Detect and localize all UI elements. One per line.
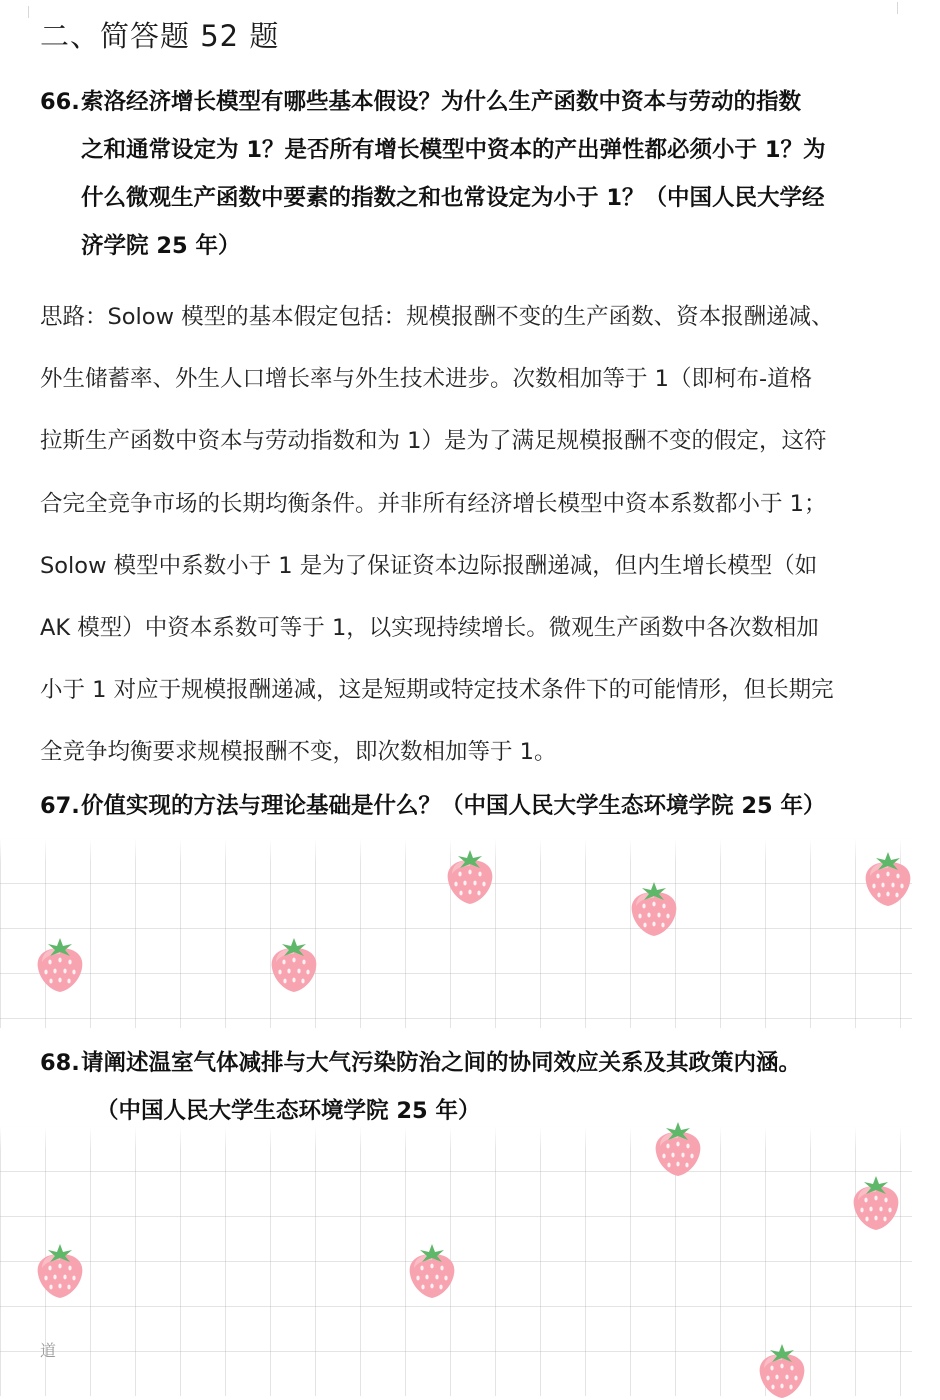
answer-text-line: 思路：Solow 模型的基本假定包括：规模报酬不变的生产函数、资本报酬递减、 [40, 304, 834, 330]
question-number: 67. [40, 793, 80, 819]
strawberry-icon [34, 934, 86, 994]
answer-text-line: 合完全竞争市场的长期均衡条件。并非所有经济增长模型中资本系数都小于 1； [40, 490, 827, 517]
strawberry-icon [406, 1240, 458, 1300]
question-text-line: 济学院 25 年） [81, 233, 241, 259]
strawberry-icon [862, 848, 914, 908]
question-text-line: 索洛经济增长模型有哪些基本假设？为什么生产函数中资本与劳动的指数 [81, 89, 802, 115]
question-66 [40, 84, 880, 276]
strawberry-icon [652, 1118, 704, 1178]
answer-text-line: 全竞争均衡要求规模报酬不变，即次数相加等于 1。 [40, 739, 557, 766]
answer-66 [40, 286, 885, 784]
answer-text-line: Solow 模型中系数小于 1 是为了保证资本边际报酬递减，但内生增长模型（如 [40, 552, 818, 579]
question-number: 66. [40, 89, 80, 115]
strawberry-icon [756, 1340, 808, 1400]
corner-crop-mark [897, 2, 910, 14]
strawberry-icon [628, 878, 680, 938]
question-67 [40, 788, 880, 836]
question-text-line: 请阐述温室气体减排与大气污染防治之间的协同效应关系及其政策内涵。 [81, 1050, 802, 1076]
strawberry-icon [850, 1172, 902, 1232]
question-text-line: 什么微观生产函数中要素的指数之和也常设定为小于 1？（中国人民大学经 [81, 185, 825, 211]
strawberry-icon [34, 1240, 86, 1300]
corner-crop-mark [16, 6, 29, 18]
footer-stamp: 道 [40, 1341, 57, 1360]
answer-text-line: 拉斯生产函数中资本与劳动指数和为 1）是为了满足规模报酬不变的假定，这符 [40, 428, 827, 455]
section-title: 二、简答题 52 题 [40, 19, 280, 53]
strawberry-icon [268, 934, 320, 994]
grid-fade [0, 1126, 912, 1150]
answer-text-line: AK 模型）中资本系数可等于 1，以实现持续增长。微观生产函数中各次数相加 [40, 615, 819, 642]
question-number: 68. [40, 1050, 80, 1076]
question-text-line: （中国人民大学生态环境学院 25 年） [96, 1098, 481, 1124]
question-text-line: 价值实现的方法与理论基础是什么？（中国人民大学生态环境学院 25 年） [81, 793, 826, 819]
answer-text-line: 小于 1 对应于规模报酬递减，这是短期或特定技术条件下的可能情形，但长期完 [40, 677, 834, 704]
answer-text-line: 外生储蓄率、外生人口增长率与外生技术进步。次数相加等于 1（即柯布-道格 [40, 366, 813, 393]
question-text-line: 之和通常设定为 1？是否所有增长模型中资本的产出弹性都必须小于 1？为 [81, 137, 826, 163]
strawberry-icon [444, 846, 496, 906]
